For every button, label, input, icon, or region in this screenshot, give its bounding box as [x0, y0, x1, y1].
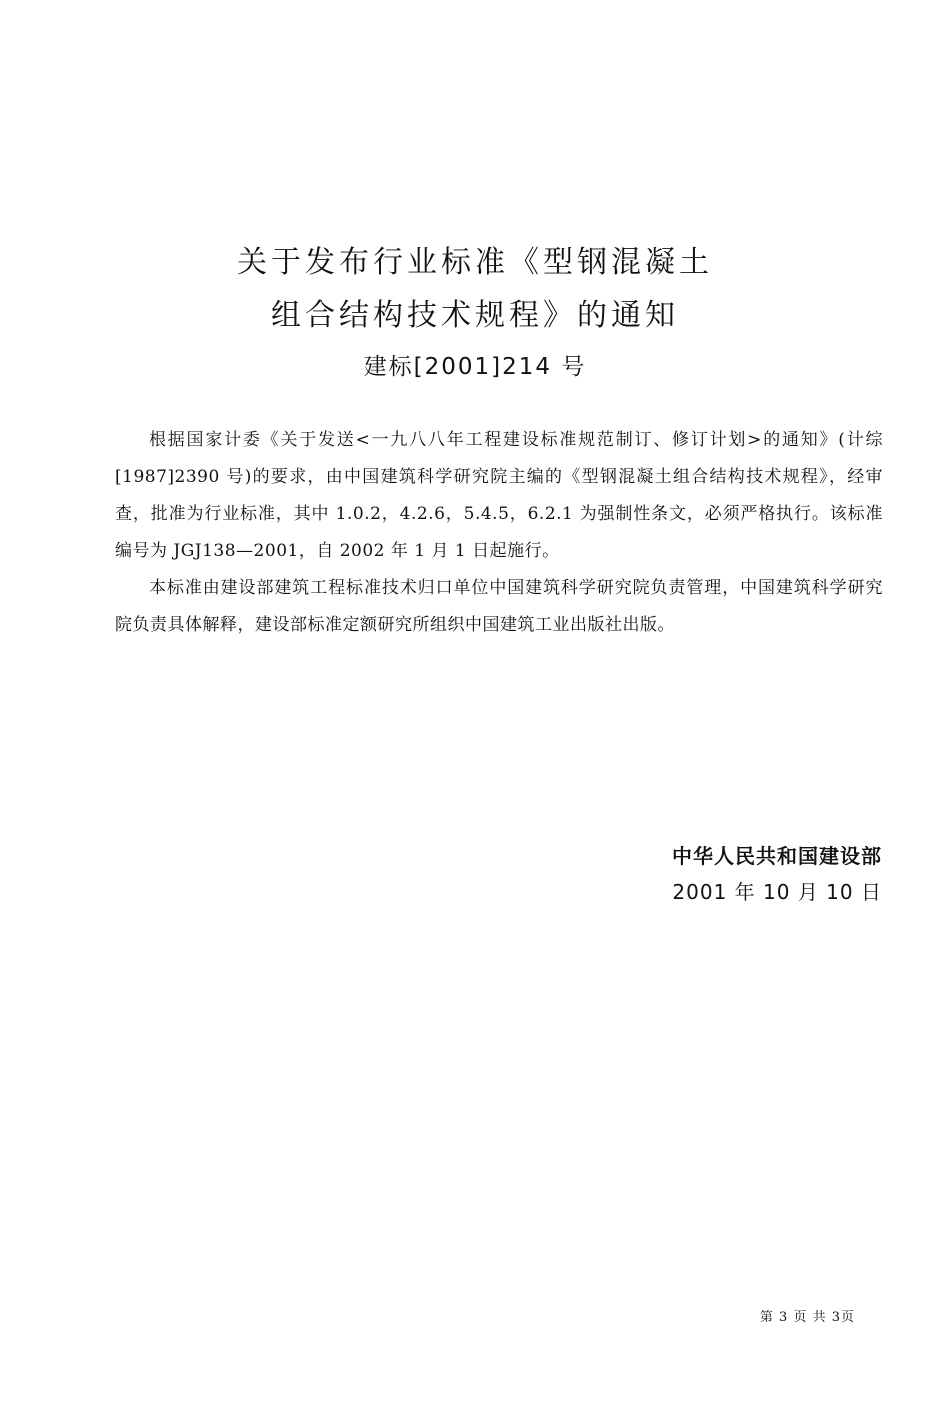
body-paragraph-1: 根据国家计委《关于发送<一九八八年工程建设标准规范制订、修订计划>的通知》(计综[1987]2390 号)的要求，由中国建筑科学研究院主编的《型钢混凝土组合结构技术规程》，经审查，批准为行业标准，其中 1.0.2，4.2.6，5.4.5，6.2.1 为强制性条文，必须严格执行。该标准编号为 JGJ138—2001，自 2002 年 1 月 1 日起施行。 [115, 430, 883, 561]
body-paragraph-2: 本标准由建设部建筑工程标准技术归口单位中国建筑科学研究院负责管理，中国建筑科学研究院负责具体解释，建设部标准定额研究所组织中国建筑工业出版社出版。 [115, 578, 883, 635]
document-number: 建标[2001]214 号 [363, 354, 587, 380]
notice-title-line-2: 组合结构技术规程》的通知 [271, 298, 679, 333]
page-number: 第 3 页 共 3页 [759, 1310, 855, 1325]
notice-title-line-1: 关于发布行业标准《型钢混凝土 [237, 245, 713, 280]
issuer-name: 中华人民共和国建设部 [672, 844, 882, 868]
issue-date: 2001 年 10 月 10 日 [672, 880, 882, 904]
